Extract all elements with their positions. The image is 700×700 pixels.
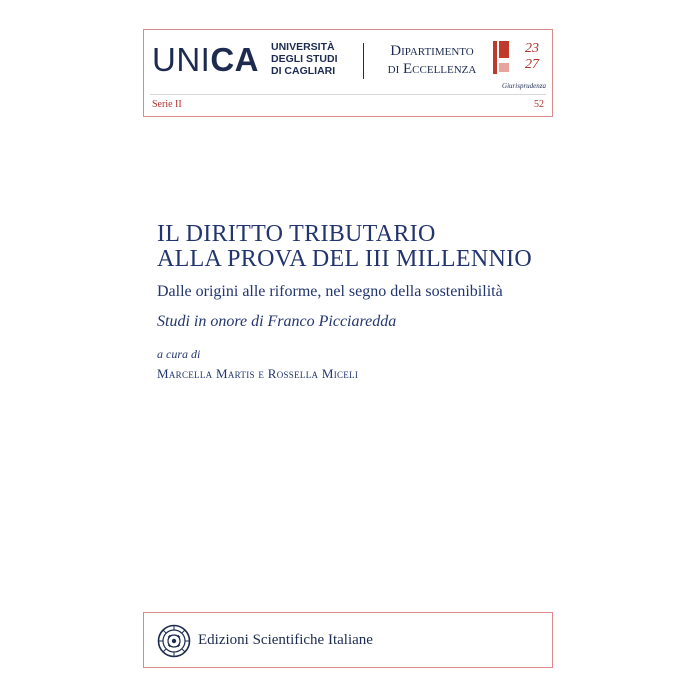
unica-logo: [152, 40, 259, 80]
department-line: Dipartimento: [390, 43, 474, 59]
logo-uni-text: UNI: [152, 41, 211, 78]
editors: Marcella Martis e Rossella Miceli: [157, 366, 359, 381]
series-number: 52: [534, 99, 544, 110]
honor-line: Studi in onore di Franco Picciaredda: [157, 313, 397, 330]
year-end: 27: [525, 57, 539, 72]
logo-divider: [363, 43, 364, 79]
university-line: UNIVERSITÀ: [271, 41, 335, 53]
university-name: [271, 41, 338, 77]
department-years: [525, 41, 539, 73]
year-start: 23: [525, 41, 539, 56]
department-line: di Eccellenza: [387, 61, 477, 77]
title-line: ALLA PROVA DEL III MILLENNIO: [157, 246, 533, 272]
header-logos: [144, 30, 552, 94]
book-title: [157, 222, 577, 272]
series-header: [143, 29, 553, 117]
department-name: [376, 42, 488, 78]
department-subtitle: Giurisprudenza: [502, 82, 546, 90]
department-mark-icon: [493, 41, 519, 74]
series-label: Serie II: [152, 99, 182, 110]
university-line: DI CAGLIARI: [271, 65, 336, 77]
publisher-name: Edizioni Scientifiche Italiane: [198, 632, 373, 648]
logo-ca-text: CA: [210, 41, 260, 78]
publisher-footer: [143, 612, 553, 668]
university-line: DEGLI STUDI: [271, 53, 338, 65]
publisher-emblem-icon: [157, 624, 191, 658]
title-line: IL DIRITTO TRIBUTARIO: [157, 221, 436, 247]
header-divider: [150, 94, 546, 95]
curator-label: a cura di: [157, 347, 201, 361]
book-subtitle: Dalle origini alle riforme, nel segno della sostenibilità: [157, 283, 503, 300]
